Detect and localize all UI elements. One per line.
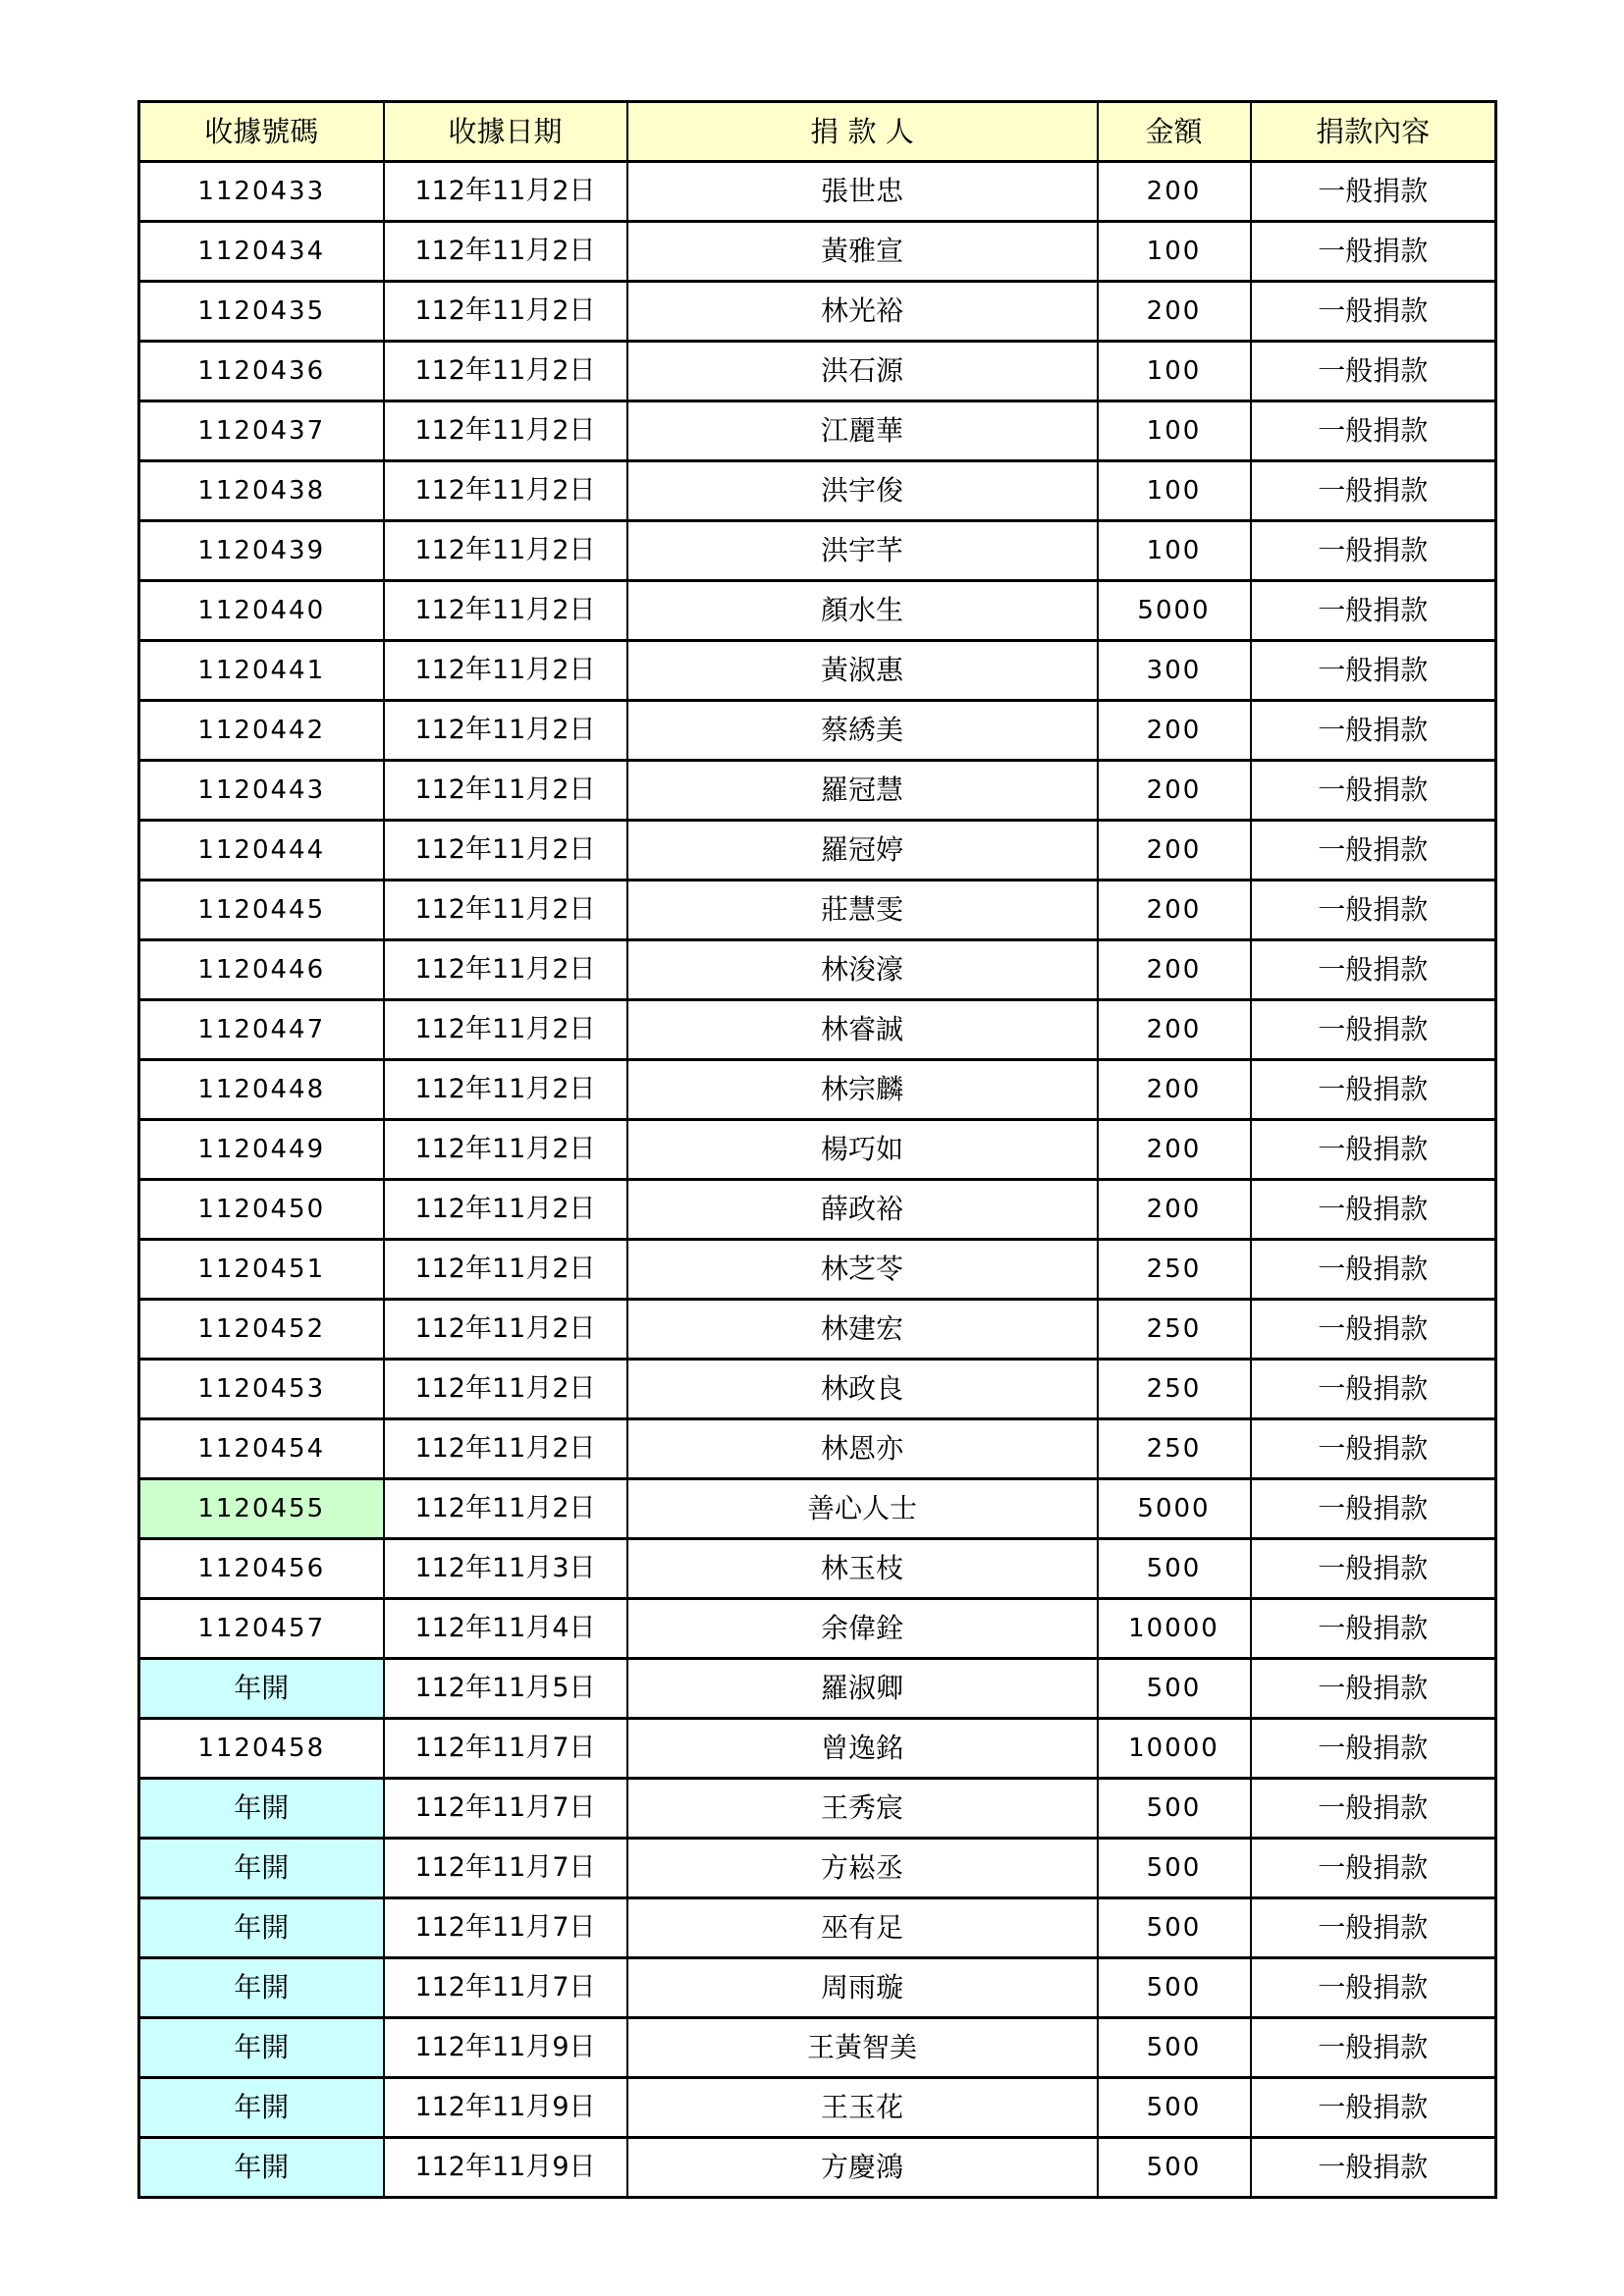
cell-donation-content: 一般捐款 (1251, 581, 1496, 641)
cell-receipt-date: 112年11月2日 (384, 521, 627, 581)
cell-donation-content: 一般捐款 (1251, 282, 1496, 342)
cell-donor: 林芝苓 (627, 1240, 1098, 1300)
cell-amount: 100 (1098, 342, 1251, 401)
header-amount: 金額 (1098, 102, 1251, 162)
table-row (139, 1120, 1496, 1180)
cell-amount: 200 (1098, 1180, 1251, 1240)
table-row (139, 1060, 1496, 1120)
cell-receipt-number: 1120448 (139, 1060, 384, 1120)
cell-receipt-number: 1120451 (139, 1240, 384, 1300)
cell-receipt-date: 112年11月7日 (384, 1898, 627, 1958)
table-row (139, 1659, 1496, 1719)
cell-receipt-number: 1120455 (139, 1479, 384, 1539)
cell-donor: 顏水生 (627, 581, 1098, 641)
cell-amount: 200 (1098, 1060, 1251, 1120)
table-row (139, 1240, 1496, 1300)
cell-receipt-date: 112年11月2日 (384, 1300, 627, 1360)
cell-receipt-number: 1120452 (139, 1300, 384, 1360)
cell-donor: 張世忠 (627, 162, 1098, 222)
table-row (139, 1419, 1496, 1479)
cell-donor: 江麗華 (627, 401, 1098, 461)
cell-donation-content: 一般捐款 (1251, 1240, 1496, 1300)
cell-amount: 200 (1098, 940, 1251, 1000)
cell-amount: 250 (1098, 1300, 1251, 1360)
cell-donation-content: 一般捐款 (1251, 821, 1496, 881)
cell-receipt-number: 1120450 (139, 1180, 384, 1240)
cell-receipt-date: 112年11月9日 (384, 2138, 627, 2198)
cell-receipt-date: 112年11月9日 (384, 2018, 627, 2078)
table-row (139, 881, 1496, 940)
cell-receipt-date: 112年11月7日 (384, 1958, 627, 2018)
cell-receipt-date: 112年11月5日 (384, 1659, 627, 1719)
cell-receipt-date: 112年11月2日 (384, 401, 627, 461)
table-row (139, 222, 1496, 282)
cell-amount: 500 (1098, 1958, 1251, 2018)
cell-receipt-date: 112年11月2日 (384, 1060, 627, 1120)
cell-donor: 洪宇芊 (627, 521, 1098, 581)
cell-amount: 500 (1098, 1839, 1251, 1898)
cell-receipt-number: 1120446 (139, 940, 384, 1000)
table-row (139, 701, 1496, 761)
cell-donor: 王秀宸 (627, 1779, 1098, 1839)
cell-receipt-date: 112年11月2日 (384, 1000, 627, 1060)
table-row (139, 1300, 1496, 1360)
header-row (139, 102, 1496, 162)
cell-donation-content: 一般捐款 (1251, 1180, 1496, 1240)
cell-receipt-number: 1120454 (139, 1419, 384, 1479)
cell-donation-content: 一般捐款 (1251, 461, 1496, 521)
cell-donor: 善心人士 (627, 1479, 1098, 1539)
cell-donation-content: 一般捐款 (1251, 1120, 1496, 1180)
table-row (139, 1898, 1496, 1958)
cell-donor: 林政良 (627, 1360, 1098, 1419)
cell-donation-content: 一般捐款 (1251, 1000, 1496, 1060)
cell-receipt-number: 1120440 (139, 581, 384, 641)
cell-receipt-date: 112年11月2日 (384, 581, 627, 641)
table-row (139, 2018, 1496, 2078)
cell-donation-content: 一般捐款 (1251, 1300, 1496, 1360)
cell-donor: 黃雅宣 (627, 222, 1098, 282)
cell-donor: 薛政裕 (627, 1180, 1098, 1240)
cell-donation-content: 一般捐款 (1251, 761, 1496, 821)
cell-donation-content: 一般捐款 (1251, 1898, 1496, 1958)
cell-donation-content: 一般捐款 (1251, 1419, 1496, 1479)
cell-amount: 10000 (1098, 1599, 1251, 1659)
cell-receipt-number: 1120449 (139, 1120, 384, 1180)
cell-donation-content: 一般捐款 (1251, 521, 1496, 581)
cell-amount: 200 (1098, 821, 1251, 881)
cell-donor: 洪宇俊 (627, 461, 1098, 521)
table-row (139, 1719, 1496, 1779)
cell-receipt-number: 1120433 (139, 162, 384, 222)
cell-donor: 林恩亦 (627, 1419, 1098, 1479)
cell-receipt-date: 112年11月2日 (384, 940, 627, 1000)
cell-donation-content: 一般捐款 (1251, 940, 1496, 1000)
cell-donor: 巫有足 (627, 1898, 1098, 1958)
cell-donation-content: 一般捐款 (1251, 1599, 1496, 1659)
table-row (139, 1958, 1496, 2018)
table-row (139, 1180, 1496, 1240)
cell-receipt-date: 112年11月7日 (384, 1719, 627, 1779)
cell-donation-content: 一般捐款 (1251, 881, 1496, 940)
cell-receipt-number: 年開 (139, 1898, 384, 1958)
cell-receipt-number: 1120435 (139, 282, 384, 342)
cell-donation-content: 一般捐款 (1251, 342, 1496, 401)
cell-amount: 500 (1098, 1539, 1251, 1599)
table-row (139, 1000, 1496, 1060)
cell-receipt-number: 年開 (139, 1958, 384, 2018)
cell-receipt-number: 1120456 (139, 1539, 384, 1599)
cell-donation-content: 一般捐款 (1251, 1839, 1496, 1898)
cell-amount: 500 (1098, 2078, 1251, 2138)
cell-receipt-date: 112年11月2日 (384, 641, 627, 701)
cell-receipt-date: 112年11月2日 (384, 222, 627, 282)
table-row (139, 162, 1496, 222)
cell-receipt-date: 112年11月2日 (384, 1180, 627, 1240)
cell-donation-content: 一般捐款 (1251, 1958, 1496, 2018)
cell-amount: 100 (1098, 461, 1251, 521)
cell-receipt-date: 112年11月9日 (384, 2078, 627, 2138)
cell-receipt-date: 112年11月2日 (384, 282, 627, 342)
cell-receipt-number: 年開 (139, 1839, 384, 1898)
cell-receipt-date: 112年11月2日 (384, 162, 627, 222)
table-row (139, 2138, 1496, 2198)
cell-receipt-date: 112年11月2日 (384, 1360, 627, 1419)
table-row (139, 521, 1496, 581)
cell-receipt-number: 1120434 (139, 222, 384, 282)
cell-donor: 方慶鴻 (627, 2138, 1098, 2198)
cell-donation-content: 一般捐款 (1251, 1779, 1496, 1839)
cell-amount: 500 (1098, 1898, 1251, 1958)
cell-receipt-date: 112年11月2日 (384, 1479, 627, 1539)
cell-donation-content: 一般捐款 (1251, 1479, 1496, 1539)
cell-donation-content: 一般捐款 (1251, 1659, 1496, 1719)
cell-receipt-number: 1120445 (139, 881, 384, 940)
cell-receipt-date: 112年11月3日 (384, 1539, 627, 1599)
cell-donor: 曾逸銘 (627, 1719, 1098, 1779)
cell-amount: 250 (1098, 1240, 1251, 1300)
table-row (139, 641, 1496, 701)
cell-donor: 林建宏 (627, 1300, 1098, 1360)
header-donor: 捐 款 人 (627, 102, 1098, 162)
table-row (139, 1839, 1496, 1898)
header-donation-content: 捐款內容 (1251, 102, 1496, 162)
cell-receipt-number: 1120443 (139, 761, 384, 821)
cell-donor: 羅淑卿 (627, 1659, 1098, 1719)
cell-receipt-number: 1120453 (139, 1360, 384, 1419)
cell-amount: 500 (1098, 2138, 1251, 2198)
cell-receipt-number: 年開 (139, 2018, 384, 2078)
cell-receipt-date: 112年11月2日 (384, 1419, 627, 1479)
cell-receipt-number: 年開 (139, 1779, 384, 1839)
cell-donation-content: 一般捐款 (1251, 2078, 1496, 2138)
cell-donor: 黃淑惠 (627, 641, 1098, 701)
cell-donation-content: 一般捐款 (1251, 401, 1496, 461)
cell-donor: 莊慧雯 (627, 881, 1098, 940)
table-row (139, 821, 1496, 881)
cell-amount: 250 (1098, 1360, 1251, 1419)
cell-donor: 羅冠婷 (627, 821, 1098, 881)
cell-receipt-date: 112年11月4日 (384, 1599, 627, 1659)
cell-donation-content: 一般捐款 (1251, 1539, 1496, 1599)
cell-receipt-date: 112年11月7日 (384, 1779, 627, 1839)
cell-receipt-date: 112年11月2日 (384, 881, 627, 940)
cell-donor: 洪石源 (627, 342, 1098, 401)
cell-receipt-number: 年開 (139, 1659, 384, 1719)
table-row (139, 1479, 1496, 1539)
cell-donation-content: 一般捐款 (1251, 2018, 1496, 2078)
cell-amount: 10000 (1098, 1719, 1251, 1779)
cell-donor: 林浚濠 (627, 940, 1098, 1000)
cell-amount: 100 (1098, 521, 1251, 581)
cell-donor: 林宗麟 (627, 1060, 1098, 1120)
header-receipt-number: 收據號碼 (139, 102, 384, 162)
cell-donor: 林睿誠 (627, 1000, 1098, 1060)
cell-receipt-number: 1120441 (139, 641, 384, 701)
table-header (139, 102, 1496, 162)
header-receipt-date: 收據日期 (384, 102, 627, 162)
cell-amount: 200 (1098, 282, 1251, 342)
cell-amount: 200 (1098, 1120, 1251, 1180)
cell-donation-content: 一般捐款 (1251, 1360, 1496, 1419)
cell-donation-content: 一般捐款 (1251, 641, 1496, 701)
cell-donor: 余偉銓 (627, 1599, 1098, 1659)
cell-donation-content: 一般捐款 (1251, 2138, 1496, 2198)
cell-receipt-number: 1120444 (139, 821, 384, 881)
table-row (139, 1599, 1496, 1659)
cell-donor: 林光裕 (627, 282, 1098, 342)
cell-receipt-number: 1120457 (139, 1599, 384, 1659)
cell-donor: 羅冠慧 (627, 761, 1098, 821)
cell-amount: 5000 (1098, 581, 1251, 641)
table-body (139, 162, 1496, 2198)
cell-receipt-date: 112年11月2日 (384, 342, 627, 401)
cell-amount: 500 (1098, 1779, 1251, 1839)
cell-amount: 200 (1098, 701, 1251, 761)
table-row (139, 342, 1496, 401)
cell-donor: 王黃智美 (627, 2018, 1098, 2078)
cell-receipt-date: 112年11月2日 (384, 701, 627, 761)
table-row (139, 581, 1496, 641)
cell-receipt-date: 112年11月2日 (384, 821, 627, 881)
cell-amount: 200 (1098, 761, 1251, 821)
cell-receipt-date: 112年11月2日 (384, 1120, 627, 1180)
cell-receipt-date: 112年11月7日 (384, 1839, 627, 1898)
table-row (139, 1539, 1496, 1599)
cell-receipt-number: 1120436 (139, 342, 384, 401)
cell-amount: 5000 (1098, 1479, 1251, 1539)
donation-table (137, 100, 1497, 2199)
cell-amount: 200 (1098, 881, 1251, 940)
cell-amount: 300 (1098, 641, 1251, 701)
cell-receipt-date: 112年11月2日 (384, 461, 627, 521)
cell-receipt-number: 1120437 (139, 401, 384, 461)
cell-donor: 王玉花 (627, 2078, 1098, 2138)
cell-receipt-number: 1120458 (139, 1719, 384, 1779)
cell-donation-content: 一般捐款 (1251, 162, 1496, 222)
cell-donor: 周雨璇 (627, 1958, 1098, 2018)
cell-receipt-number: 1120438 (139, 461, 384, 521)
cell-receipt-number: 年開 (139, 2078, 384, 2138)
cell-amount: 200 (1098, 162, 1251, 222)
table-row (139, 461, 1496, 521)
table-row (139, 401, 1496, 461)
cell-amount: 200 (1098, 1000, 1251, 1060)
cell-receipt-number: 1120447 (139, 1000, 384, 1060)
cell-receipt-number: 1120442 (139, 701, 384, 761)
cell-donation-content: 一般捐款 (1251, 1060, 1496, 1120)
table-row (139, 282, 1496, 342)
cell-donor: 楊巧如 (627, 1120, 1098, 1180)
cell-donor: 林玉枝 (627, 1539, 1098, 1599)
cell-donor: 方崧丞 (627, 1839, 1098, 1898)
cell-donor: 蔡綉美 (627, 701, 1098, 761)
cell-amount: 100 (1098, 401, 1251, 461)
cell-receipt-date: 112年11月2日 (384, 761, 627, 821)
table-row (139, 940, 1496, 1000)
table-row (139, 761, 1496, 821)
cell-receipt-number: 1120439 (139, 521, 384, 581)
cell-amount: 250 (1098, 1419, 1251, 1479)
table-row (139, 2078, 1496, 2138)
table-row (139, 1779, 1496, 1839)
cell-amount: 500 (1098, 1659, 1251, 1719)
cell-amount: 500 (1098, 2018, 1251, 2078)
cell-donation-content: 一般捐款 (1251, 701, 1496, 761)
cell-donation-content: 一般捐款 (1251, 1719, 1496, 1779)
table-row (139, 1360, 1496, 1419)
cell-receipt-date: 112年11月2日 (384, 1240, 627, 1300)
cell-receipt-number: 年開 (139, 2138, 384, 2198)
cell-donation-content: 一般捐款 (1251, 222, 1496, 282)
cell-amount: 100 (1098, 222, 1251, 282)
